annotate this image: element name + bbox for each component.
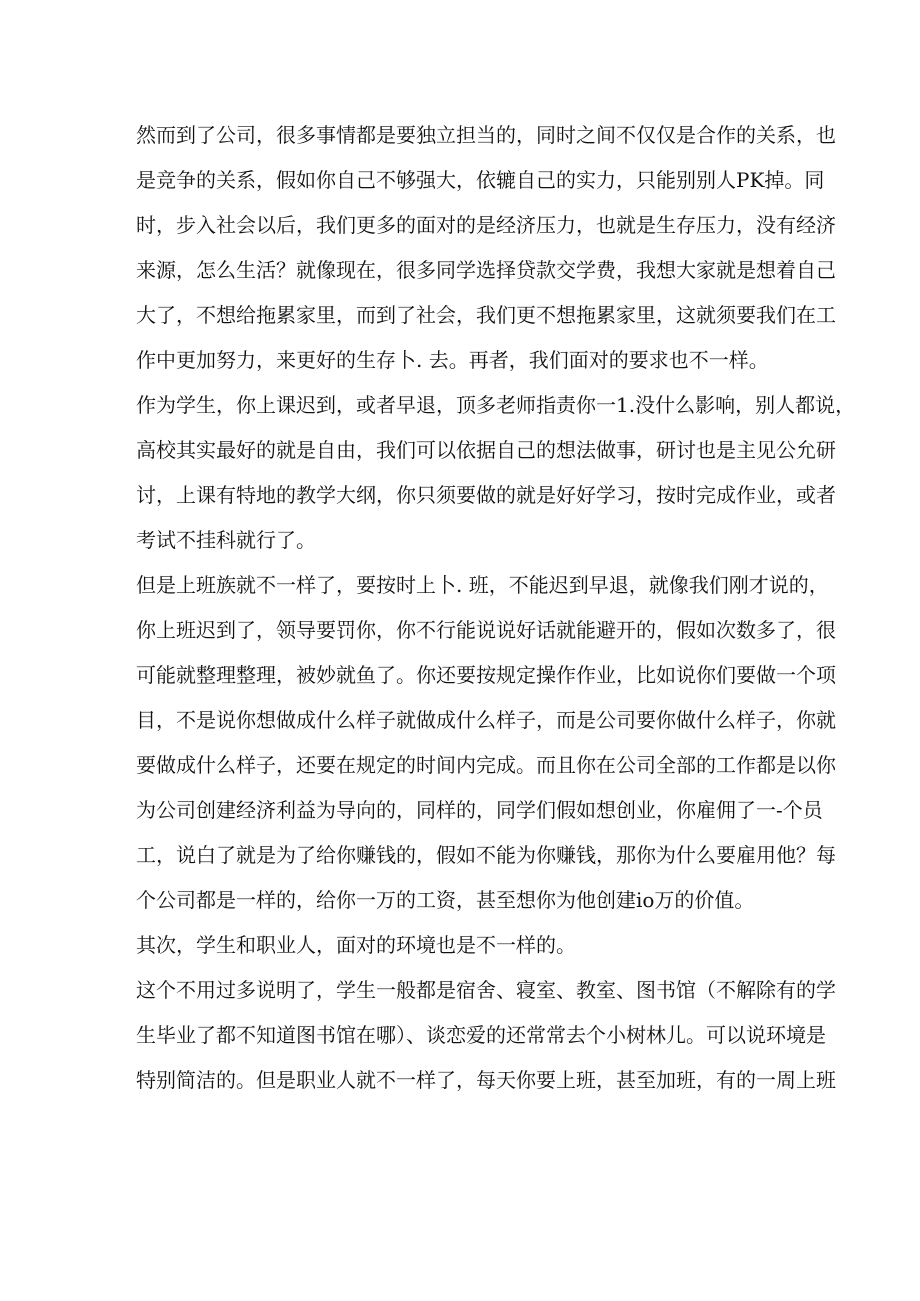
text-line: 讨，上课有特地的教学大纲，你只须要做的就是好好学习，按时完成作业，或者 xyxy=(136,483,836,507)
text-line: 是竞争的关系，假如你自己不够强大，依辘自己的实力，只能别别人PK掉。同 xyxy=(136,168,825,192)
text-line: 特别简洁的。但是职业人就不一样了，每天你要上班，甚至加班，有的一周上班 xyxy=(136,1068,836,1092)
document-body xyxy=(136,113,856,1103)
text-line: 来源，怎么生活？就像现在，很多同学选择贷款交学费，我想大家就是想着自己 xyxy=(136,258,836,282)
paragraph-5 xyxy=(136,968,836,1103)
text-line: 考试不挂科就行了。 xyxy=(136,528,316,552)
text-line: 可能就整理整理，被妙就鱼了。你还要按规定操作作业，比如说你们要做一个项 xyxy=(136,663,836,687)
paragraph-2 xyxy=(136,383,856,563)
text-line: 生毕业了都不知道图书馆在哪）、谈恋爱的还常常去个小树林儿。可以说环境是 xyxy=(136,1023,826,1047)
paragraph-4 xyxy=(136,923,804,968)
text-line: 高校其实最好的就是自由，我们可以依据自己的想法做事，研讨也是主见公允研 xyxy=(136,438,836,462)
text-line: 目，不是说你想做成什么样子就做成什么样子，而是公司要你做什么样子，你就 xyxy=(136,708,836,732)
text-line: 作中更加努力，来更好的生存卜. 去。再者，我们面对的要求也不一样。 xyxy=(136,348,769,372)
text-line: 工，说白了就是为了给你赚钱的，假如不能为你赚钱，那你为什么要雇用他？每 xyxy=(136,843,836,867)
text-line: 时，步入社会以后，我们更多的面对的是经济压力，也就是生存压力，没有经济 xyxy=(136,213,836,237)
paragraph-1 xyxy=(136,113,836,383)
text-line: 要做成什么样子，还要在规定的时间内完成。而且你在公司全部的工作都是以你 xyxy=(136,753,836,777)
text-line: 个公司都是一样的，给你一万的工资，甚至想你为他创建io万的价值。 xyxy=(136,888,755,912)
text-line: 作为学生，你上课迟到，或者早退，顶多老师指责你一1.没什么影响，别人都说， xyxy=(136,393,856,417)
text-line: 但是上班族就不一样了，要按时上卜. 班，不能迟到早退，就像我们刚才说的， xyxy=(136,573,829,597)
text-line: 然而到了公司，很多事情都是要独立担当的，同时之间不仅仅是合作的关系，也 xyxy=(136,123,836,147)
text-line: 你上班迟到了，领导要罚你，你不行能说说好话就能避开的，假如次数多了，很 xyxy=(136,618,836,642)
text-line: 大了，不想给拖累家里，而到了社会，我们更不想拖累家里，这就须要我们在工 xyxy=(136,303,836,327)
text-line: 这个不用过多说明了，学生一般都是宿舍、寝室、教室、图书馆（不解除有的学 xyxy=(136,978,836,1002)
text-line: 为公司创建经济利益为导向的，同样的，同学们假如想创业，你雇佣了一-个员 xyxy=(136,798,823,822)
text-line: 其次，学生和职业人，面对的环境也是不一样的。 xyxy=(136,933,576,957)
paragraph-3 xyxy=(136,563,836,923)
